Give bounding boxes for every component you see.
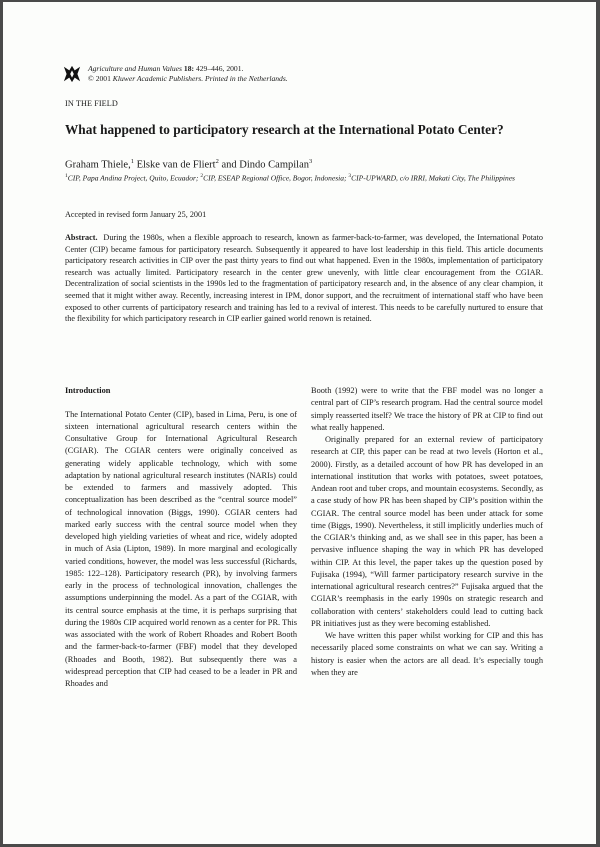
paragraph: We have written this paper whilst working for CIP and this has necessarily placed some constraints on what we can say. Writing a history is easier when the actors are all dead. It’s especially tough when they are [311, 631, 543, 677]
journal-header [63, 64, 288, 83]
copyright-symbol: © [88, 73, 94, 83]
paragraph: Booth (1992) were to write that the FBF model was no longer a central part of CIP’s research program. Had the central source model simply reasserted itself? We trace the history of PR at CIP to find out what really happened. [311, 386, 543, 432]
affiliation: CIP-UPWARD, c/o IRRI, Makati City, The Philippines [351, 173, 515, 183]
affiliation-marker: 2 [200, 173, 204, 179]
journal-name: Agriculture and Human Values [88, 64, 182, 73]
journal-volume: 18: [183, 64, 195, 73]
author-name: Elske van de Fliert [136, 159, 216, 171]
article-title: What happened to participatory research at the International Potato Center? [65, 122, 504, 137]
paragraph: Originally prepared for an external review of participatory research at CIP, this paper can be read at two levels (Horton et al., 2000). Firstly, as a detailed account of how PR has developed in an international institution that works with potatoes, sweet potatoes, Andean root and tuber crops, and mountain ecosystems. Secondly, as a case study of how PR has been shaped by CIP’s position within the CGIAR. The central source model has been under attack for some time (Biggs, 1990). Nevertheless, it still implicitly underlies much of the CGIAR’s thinking and, as we shall see in this paper, has been a pervasive influence shaping the way in which PR has developed within CIP. At this level, the paper takes up the question posed by Fujisaka (1994), “Will farmer participatory research survive in the international agricultural research centres?” Fujisaka argued that the CGIAR’s reemphasis in the early 1990s on strategic research and collaboration with centers’ stakeholders could lead to cutting back PR initiatives just as they were becoming established. [311, 435, 543, 628]
journal-citation [88, 64, 288, 83]
author-name: Dindo Campilan [239, 159, 309, 171]
paragraph: The International Potato Center (CIP), based in Lima, Peru, is one of sixteen international agricultural research centers within the Consultative Group for International Agricultural Research (CGIAR). The CGIAR centers were originally conceived as generating widely applicable technology, which with some adaptation by national agricultural research institutes (NARIs) could be extended to farmers and massively adopted. This conceptualization has been described as the “central source model” of technological innovation (Biggs, 1990). CGIAR centers had marked early success with the central source model when they developed high yielding varieties of wheat and rice, widely adopted in much of Asia (Lipton, 1989). In more marginal and ecologically varied conditions, however, the model was less successful (Richards, 1985: 122–128). Participatory research (PR), by involving farmers early in the process of technological innovation, challenges the assumptions underpinning the model. As a part of the CGIAR, with its central source emphasis at the time, it is perhaps surprising that during the 1980s CIP acquired world renown as a center for PR. This was associated with the work of Robert Rhoades and Robert Booth and the farmer-back-to-farmer (FBF) model that they developed (Rhoades and Booth, 1982). But subsequently there was a widespread perception that CIP had ceased to be a leader in PR and Rhoades and [65, 409, 297, 688]
section-label: IN THE FIELD [65, 99, 118, 108]
affiliation: CIP, Papa Andina Project, Quito, Ecuador; [67, 173, 199, 183]
kluwer-logo-icon [63, 65, 81, 83]
affiliation-marker: 3 [348, 173, 352, 179]
accepted-date: Accepted in revised form January 25, 2001 [65, 210, 207, 219]
author-affiliation-marker: 2 [215, 158, 219, 165]
author-affiliation-marker: 3 [308, 158, 313, 165]
body-column-right [311, 385, 543, 679]
journal-pages-year: 429–446, 2001. [195, 64, 244, 73]
copyright-year: 2001 [95, 73, 111, 83]
abstract-label: Abstract. [65, 233, 98, 242]
publisher-name: Kluwer Academic Publishers. [112, 73, 204, 83]
section-heading: Introduction [65, 386, 111, 395]
affiliation: CIP, ESEAP Regional Office, Bogor, Indonesia; [203, 173, 347, 183]
affiliation-marker: 1 [65, 173, 68, 179]
body-column-left [65, 385, 297, 690]
abstract [65, 232, 543, 325]
abstract-text: During the 1980s, when a flexible approach to research, known as farmer-back-to-farmer, was developed, the International Potato Center (CIP) became famous for participatory research. Subsequently it appeared to have lost leadership in this field. This article documents participatory research activities in CIP over the past thirty years to find out what happened. Even in the 1980s, implementation of participatory research was actually limited. Participatory research in the center grew unevenly, with little clear encouragement from the CGIAR. Decentralization of social scientists in the 1990s led to the fragmentation of participatory research and, in the absence of any clear champion, it seemed that it might wither away. Recently, increasing interest in IPM, donor support, and the recruitment of international staff who have been exposed to other currents of participatory research and training has led to a revival of interest. This needs to be carefully nurtured to ensure that the flexibility for which participatory research in CIP earlier gained world renown is retained. [65, 233, 543, 324]
author-connector: and [221, 159, 237, 171]
author-affiliation-marker: 1 [130, 158, 134, 165]
printed-location: Printed in the Netherlands. [205, 73, 288, 83]
author-name: Graham Thiele, [65, 159, 131, 171]
affiliations [65, 172, 543, 183]
document-page [3, 2, 596, 844]
author-list [65, 158, 312, 171]
